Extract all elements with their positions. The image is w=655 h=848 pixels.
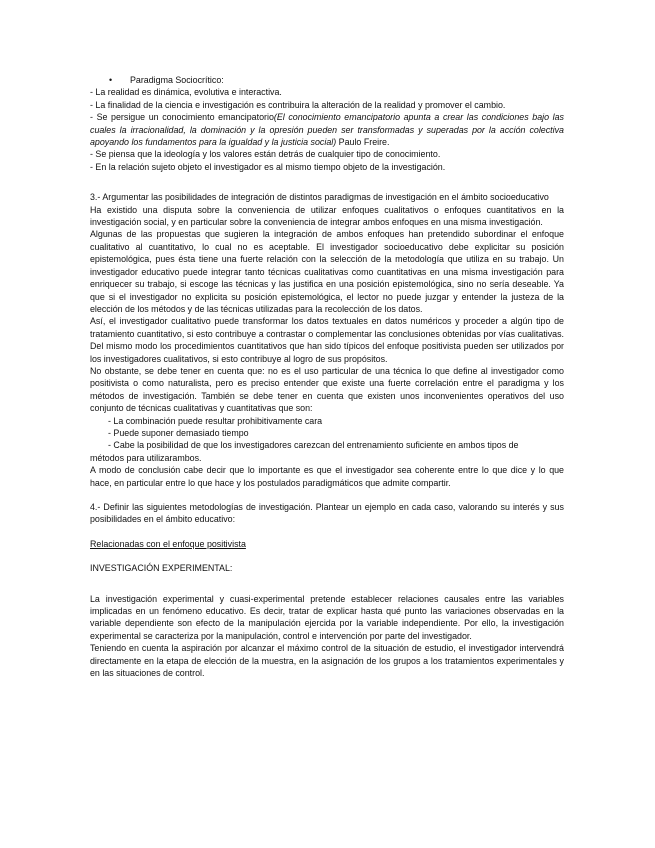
method-title: INVESTIGACIÓN EXPERIMENTAL: xyxy=(90,563,233,574)
subsection-heading: Relacionadas con el enfoque positivista xyxy=(90,538,246,549)
list-item: - Cabe la posibilidad de que los investigadores carezcan del entrenamiento suficiente en ambos tipos de xyxy=(108,440,519,451)
section-4-heading: 4.- Definir las siguientes metodologías de investigación. Plantear un ejemplo en cada caso, valorando su interés y sus posibilidades en el ámbito educativo: xyxy=(90,502,564,525)
list-item: - Puede suponer demasiado tiempo xyxy=(108,427,249,438)
emancipatory-lead: - Se persigue un conocimiento emancipatorio xyxy=(90,112,274,123)
paragraph: Algunas de las propuestas que sugieren la integración de ambos enfoques han pretendido subordinar el enfoque cualitativo al cuantitativo, lo cual no es aceptable. El investigador socioeducativo debe explicitar su posición epistemológica, pues ésta tiene una fuerte relación con la selección de la metodología que utiliza en su trabajo. Un investigador educativo puede integrar tanto técnicas cualitativas como cuantitativas en una misma investigación para enriquecer su trabajo, si escoge las técnicas y las justifica en una posición epistemológica, sino no sería deseable. Ya que si el investigador no explicita su posición epistemológica, el lector no puede juzgar y entender la justeza de la elección de los métodos y de las técnicas utilizadas para la recolección de los datos. xyxy=(90,229,564,314)
list-continuation: métodos para utilizarambos. xyxy=(90,452,202,463)
paragraph: Teniendo en cuenta la aspiración por alcanzar el máximo control de la situación de estudio, el investigador intervendrá directamente en la etapa de elección de la muestra, en la asignación de los grupos a los tratamientos experimentales y en las situaciones de control. xyxy=(90,643,564,679)
paragraph: Así, el investigador cualitativo puede transformar los datos textuales en datos numéricos y proceder a algún tipo de tratamiento cuantitativo, si esto contribuye a contrastar o complementar las conclusiones obtenidas por vías cualitativas. Del mismo modo los procedimientos cuantitativos que han sido típicos del enfoque positivista pueden ser utilizados por los investigadores cualitativos, si esto contribuye al logro de sus propósitos. xyxy=(90,316,564,364)
paradigm-line: - Se piensa que la ideología y los valores están detrás de cualquier tipo de conocimiento. xyxy=(90,149,441,160)
bullet-item-sociocritico xyxy=(90,74,564,86)
section-3-heading: 3.- Argumentar las posibilidades de integración de distintos paradigmas de investigación en el ámbito socioeducativo xyxy=(90,192,549,203)
paragraph: La investigación experimental y cuasi-experimental pretende establecer relaciones causales entre las variables implicadas en un fenómeno educativo. Es decir, tratar de explicar hasta qué punto las variaciones observadas en la variable dependiente son efecto de la manipulación ejercida por la variable independiente. Por ello, la investigación experimental se caracteriza por la manipulación, control e intervención por parte del investigador. xyxy=(90,593,564,641)
inconvenients-list xyxy=(90,415,564,452)
emancipatory-paragraph xyxy=(90,111,564,148)
paragraph: Ha existido una disputa sobre la conveniencia de utilizar enfoques cualitativos o enfoques cuantitativos en la investigación social, y en particular sobre la conveniencia de integrar ambos enfoques en una misma investigación. xyxy=(90,204,564,228)
paradigm-line: - La realidad es dinámica, evolutiva e interactiva. xyxy=(90,87,282,98)
paradigm-line: - La finalidad de la ciencia e investigación es contribuira la alteración de la realidad y promover el cambio. xyxy=(90,99,506,110)
emancipatory-quote: (El conocimiento emancipatorio apunta a crear las condiciones bajo las cuales la irracionalidad, la dominación y la opresión pueden ser transformadas y superadas por la acción colectiva apoyando los fundamentos para la igualdad y la justicia social) xyxy=(90,112,564,148)
list-item: - La combinación puede resultar prohibitivamente cara xyxy=(108,415,323,426)
quote-author: Paulo Freire. xyxy=(336,137,390,148)
bullet-dot: • xyxy=(109,75,113,85)
paradigm-line: - En la relación sujeto objeto el investigador es al mismo tiempo objeto de la investigación. xyxy=(90,161,446,172)
paragraph: No obstante, se debe tener en cuenta que: no es el uso particular de una técnica lo que define al investigador como positivista o como naturalista, pero es preciso entender que existe una fuerte correlación entre el paradigma y los métodos de investigación. También se debe tener en cuenta que existen unos inconvenientes operativos del uso conjunto de técnicas cualitativas y cuantitativas que son: xyxy=(90,365,564,414)
paradigm-title: Paradigma Sociocrítico: xyxy=(130,75,224,85)
document-body xyxy=(90,74,564,679)
paragraph: A modo de conclusión cabe decir que lo importante es que el investigador sea coherente entre lo que dice y lo que hace, en particular entre lo que hace y los postulados paradigmáticos que admite compartir. xyxy=(90,465,564,488)
